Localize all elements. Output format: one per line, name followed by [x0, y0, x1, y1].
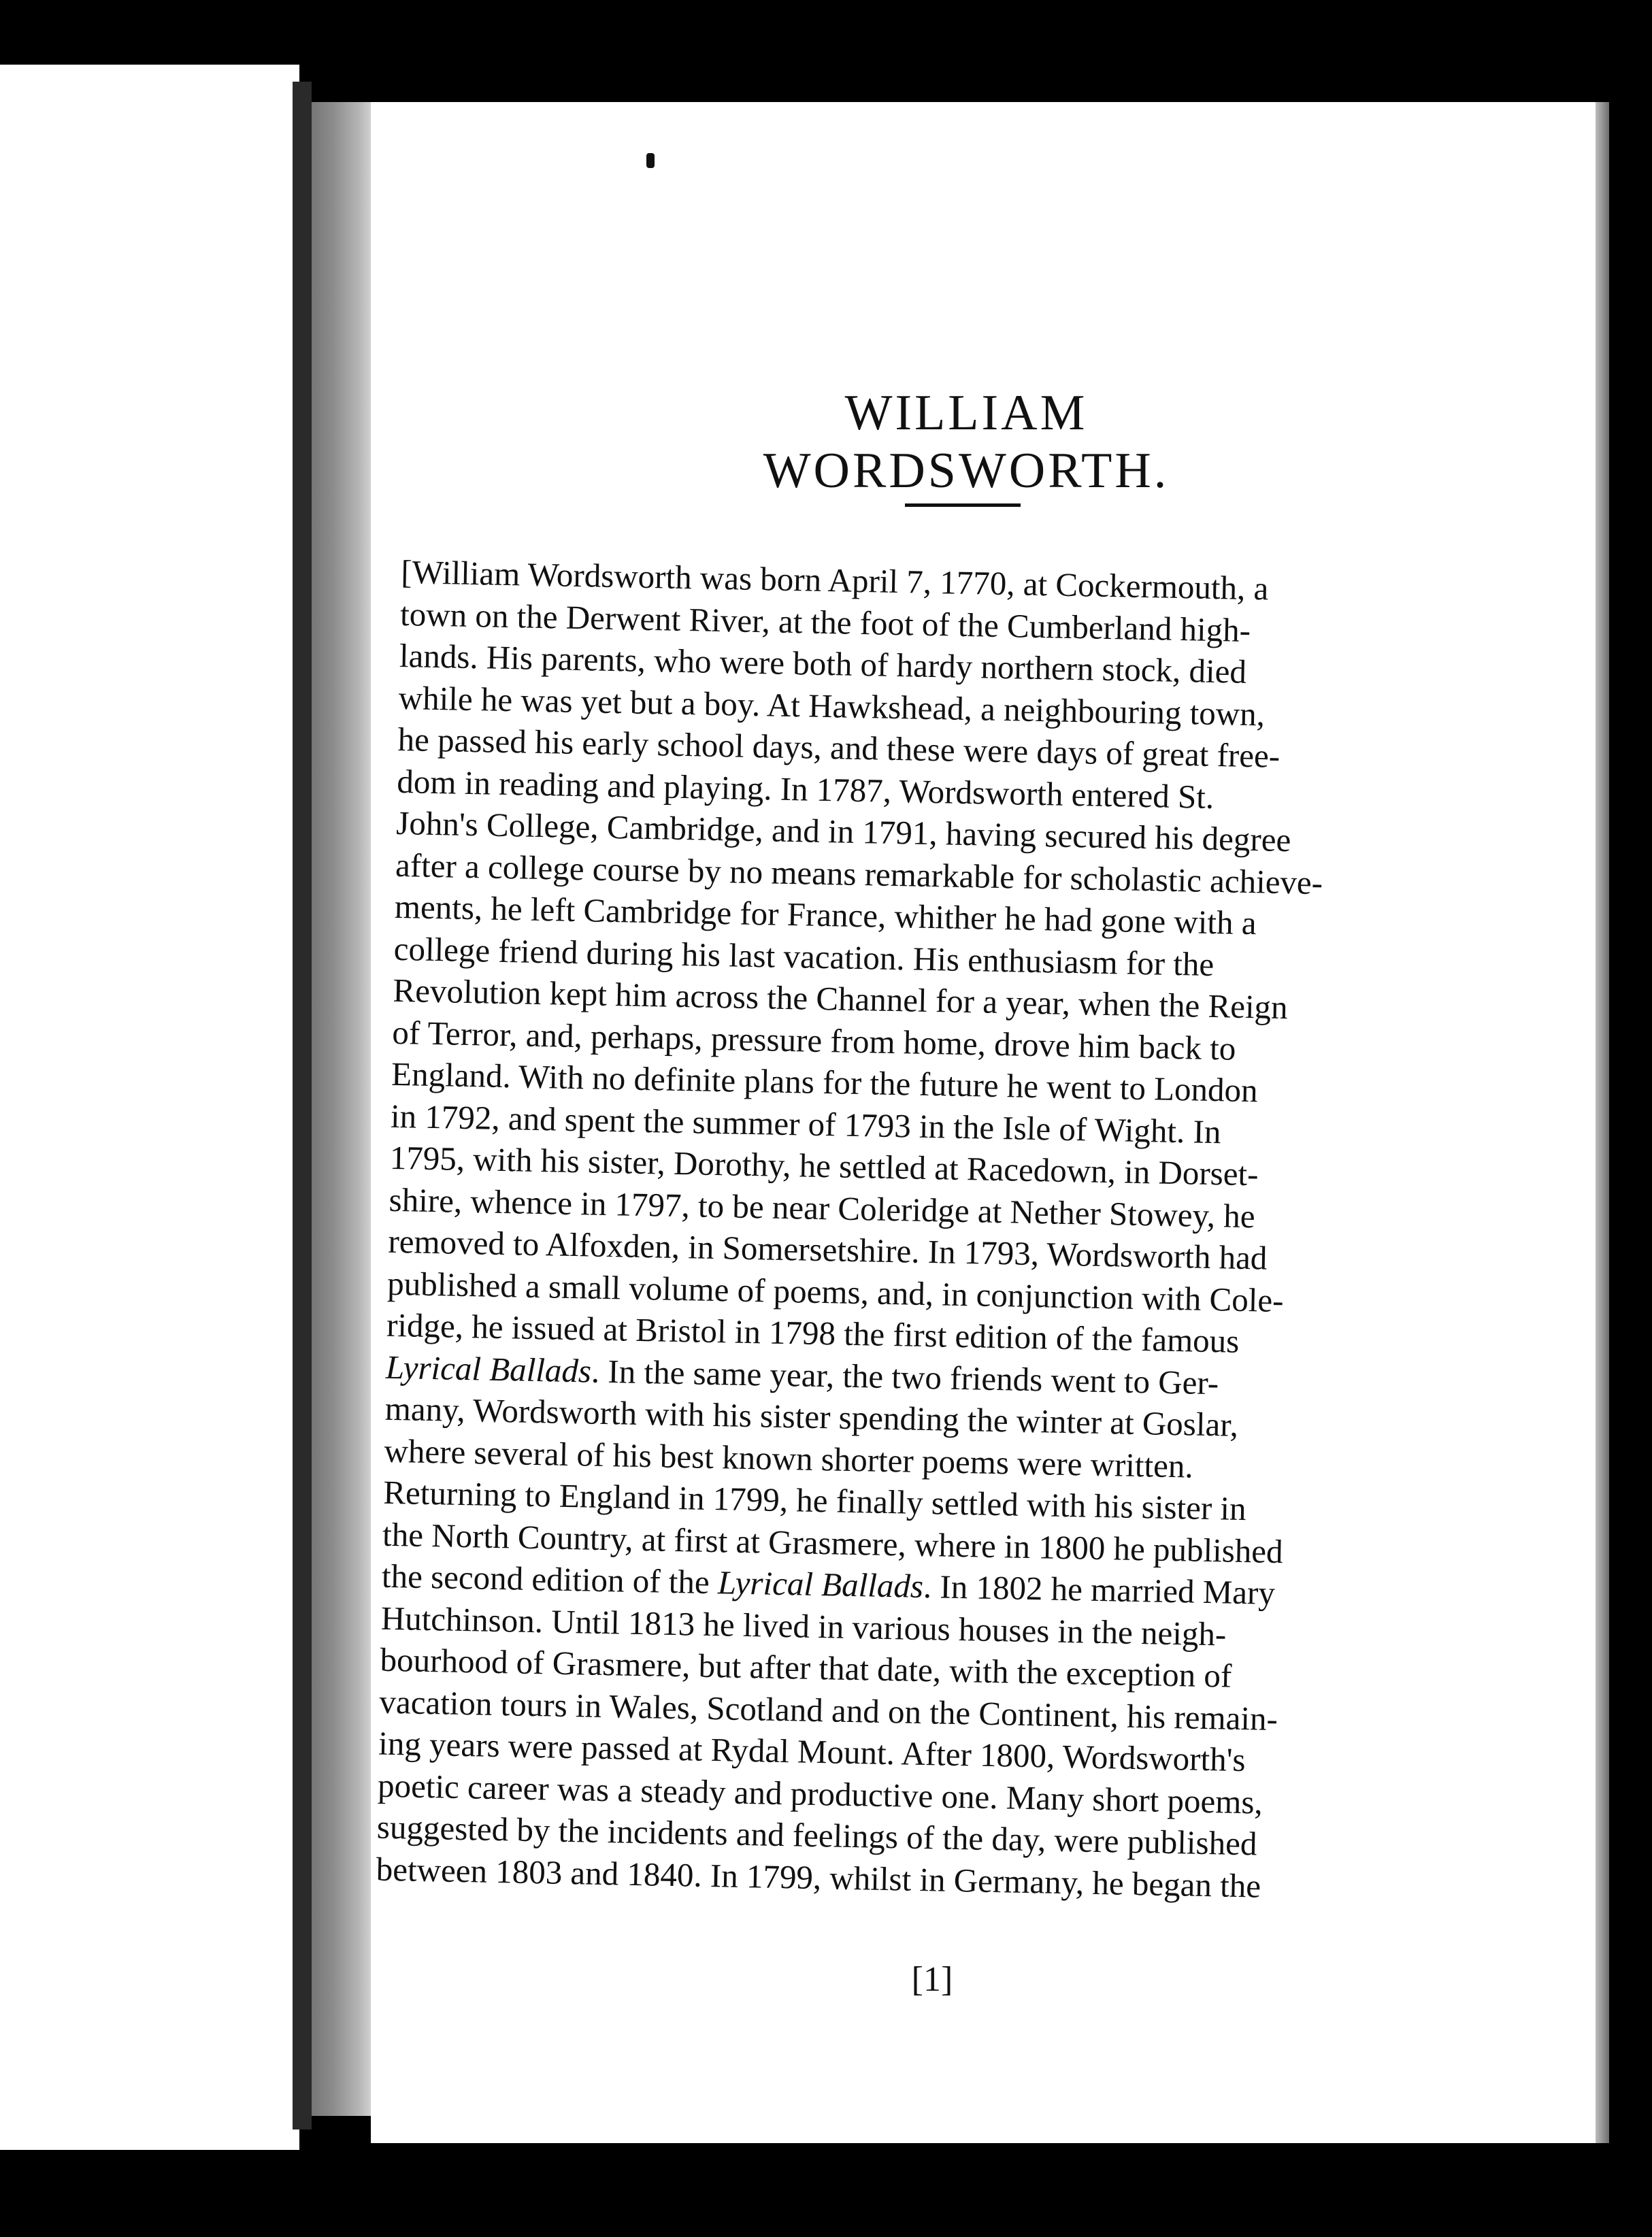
text-line: removed to Alfoxden, in Somersetshire. In 1793, Wordsworth had [387, 1222, 1268, 1277]
text-line: he passed his early school days, and these were days of great free- [397, 720, 1281, 775]
text-line: of Terror, and, perhaps, pressure from home, drove him back to [391, 1013, 1236, 1067]
text-line: Revolution kept him across the Channel for a year, when the Reign [393, 971, 1289, 1027]
text-line: after a college course by no means remarkable for scholastic achieve- [395, 846, 1323, 901]
text-line: Returning to England in 1799, he finally settled with his sister in [382, 1473, 1247, 1528]
facing-page [0, 65, 299, 2150]
text-line: in 1792, and spent the summer of 1793 in the Isle of Wight. In [390, 1097, 1221, 1150]
italic-title: Lyrical Ballads [717, 1563, 924, 1605]
biography-paragraph [376, 551, 1449, 1910]
text-line: published a small volume of poems, and, in conjunction with Cole- [386, 1264, 1284, 1319]
book-gutter [293, 82, 312, 2130]
text-line: ridge, he issued at Bristol in 1798 the first edition of the famous [386, 1306, 1240, 1360]
text-line: 1795, with his sister, Dorothy, he settled at Racedown, in Dorset- [389, 1138, 1259, 1193]
text-line: shire, whence in 1797, to be near Coleridge at Nether Stowey, he [389, 1180, 1256, 1235]
text-segment: . In the same year, the two friends went to Ger- [591, 1352, 1219, 1402]
text-line: college friend during his last vacation. His enthusiasm for the [393, 929, 1215, 983]
text-line: while he was yet but a boy. At Hawkshead, a neighbouring town, [398, 678, 1266, 733]
page-edge-shadow [1596, 102, 1609, 2143]
text-line: lands. His parents, who were both of hardy northern stock, died [399, 636, 1247, 691]
text-line: [William Wordsworth was born April 7, 1770, at Cockermouth, a [400, 552, 1269, 608]
text-line: vacation tours in Wales, Scotland and on the Continent, his remain- [379, 1683, 1278, 1738]
text-segment: . In 1802 he married Mary [923, 1568, 1276, 1612]
stray-ink-mark [646, 153, 655, 168]
text-segment: the second edition of the [381, 1557, 718, 1602]
italic-title: Lyrical Ballads [385, 1348, 592, 1390]
text-line: poetic career was a steady and productive one. Many short poems, [377, 1766, 1263, 1821]
text-line: John's College, Cambridge, and in 1791, having secured his degree [395, 803, 1291, 859]
text-line: ing years were passed at Rydal Mount. After 1800, Wordsworth's [378, 1724, 1246, 1779]
text-line: between 1803 and 1840. In 1799, whilst in Germany, he began the [376, 1850, 1261, 1905]
text-line: town on the Derwent River, at the foot of the Cumberland high- [399, 595, 1251, 649]
title-rule [905, 503, 1021, 507]
text-line: bourhood of Grasmere, but after that date, with the exception of [380, 1640, 1232, 1695]
text-line: England. With no definite plans for the future he went to London [391, 1055, 1259, 1110]
text-line: many, Wordsworth with his sister spending the winter at Goslar, [384, 1389, 1239, 1444]
text-line: where several of his best known shorter poems were written. [384, 1431, 1194, 1485]
text-line: ments, he left Cambridge for France, whither he had gone with a [394, 887, 1257, 942]
text-line: Hutchinson. Until 1813 he lived in various houses in the neigh- [380, 1599, 1227, 1653]
page-title: WILLIAM WORDSWORTH. [763, 385, 1170, 499]
text-line: suggested by the incidents and feelings of the day, were published [376, 1808, 1257, 1863]
text-line: the North Country, at first at Grasmere, where in 1800 he published [382, 1515, 1284, 1570]
text-line: dom in reading and playing. In 1787, Wordsworth entered St. [396, 762, 1215, 816]
page-number: [1] [911, 1960, 953, 1999]
